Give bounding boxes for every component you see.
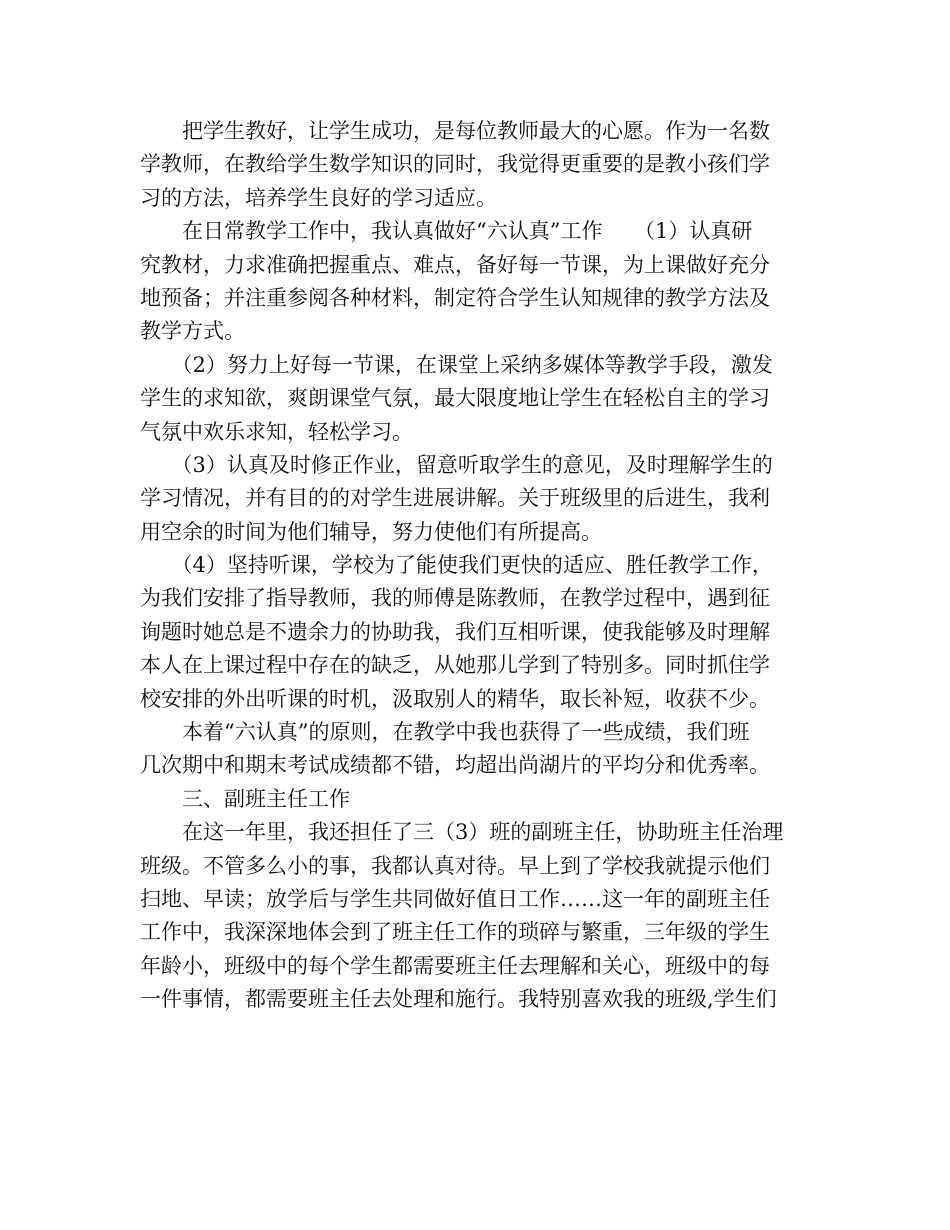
text-line: 班级。不管多么小的事，我都认真对待。早上到了学校我就提示他们 <box>140 853 770 878</box>
text-line: 学教师，在教给学生数学知识的同时，我觉得更重要的是教小孩们学 <box>140 152 770 177</box>
text-line: 用空余的时间为他们辅导，努力使他们有所提高。 <box>140 519 602 544</box>
text-line: 气氛中欢乐求知，轻松学习。 <box>140 419 413 444</box>
text-line: 本人在上课过程中存在的缺乏，从她那儿学到了特别多。同时抓住学 <box>140 653 770 678</box>
section-heading-text: 三、副班主任工作 <box>140 786 350 811</box>
paragraph-item-4 <box>140 549 812 716</box>
text-line: （4）坚持听课，学校为了能使我们更快的适应、胜任教学工作， <box>140 553 773 578</box>
text-line: 本着“六认真”的原则，在教学中我也获得了一些成绩，我们班 <box>140 720 750 745</box>
text-line: 学习情况，并有目的的对学生进展讲解。关于班级里的后进生，我利 <box>140 486 770 511</box>
text-line: 习的方法，培养学生良好的学习适应。 <box>140 185 497 210</box>
text-line: 在日常教学工作中，我认真做好“六认真”工作 （1）认真研 <box>140 219 753 244</box>
section-heading <box>140 783 812 816</box>
text-line: 工作中，我深深地体会到了班主任工作的琐碎与繁重，三年级的学生 <box>140 920 770 945</box>
paragraph-results <box>140 716 812 783</box>
text-line: 把学生教好，让学生成功，是每位教师最大的心愿。作为一名数 <box>140 119 770 143</box>
text-line: 在这一年里，我还担任了三（3）班的副班主任，协助班主任治理 <box>140 820 784 845</box>
paragraph-item-3 <box>140 449 812 549</box>
text-line: 扫地、早读；放学后与学生共同做好值日工作……这一年的副班主任 <box>140 886 770 911</box>
text-line: （2）努力上好每一节课，在课堂上采纳多媒体等教学手段，激发 <box>140 352 773 377</box>
text-line: 为我们安排了指导教师，我的师傅是陈教师，在教学过程中，遇到征 <box>140 586 770 611</box>
document-body <box>140 115 812 1017</box>
text-line: 一件事情，都需要班主任去处理和施行。我特别喜欢我的班级,学生们 <box>140 987 777 1012</box>
text-line: 几次期中和期末考试成绩都不错，均超出尚湖片的平均分和优秀率。 <box>140 753 770 778</box>
text-line: 究教材，力求准确把握重点、难点，备好每一节课，为上课做好充分 <box>140 252 770 277</box>
text-line: 学生的求知欲，爽朗课堂气氛，最大限度地让学生在轻松自主的学习 <box>140 386 770 411</box>
text-line: （3）认真及时修正作业，留意听取学生的意见，及时理解学生的 <box>140 452 773 477</box>
text-line: 年龄小，班级中的每个学生都需要班主任去理解和关心，班级中的每 <box>140 953 770 978</box>
text-line: 询题时她总是不遗余力的协助我，我们互相听课，使我能够及时理解 <box>140 619 770 644</box>
text-line: 教学方式。 <box>140 319 245 344</box>
paragraph-six-conscientious <box>140 215 812 349</box>
paragraph-intro <box>140 115 812 215</box>
paragraph-assistant-teacher <box>140 816 812 1016</box>
text-line: 校安排的外出听课的时机，汲取别人的精华，取长补短，收获不少。 <box>140 686 770 711</box>
paragraph-item-2 <box>140 349 812 449</box>
text-line: 地预备；并注重参阅各种材料，制定符合学生认知规律的教学方法及 <box>140 285 770 310</box>
